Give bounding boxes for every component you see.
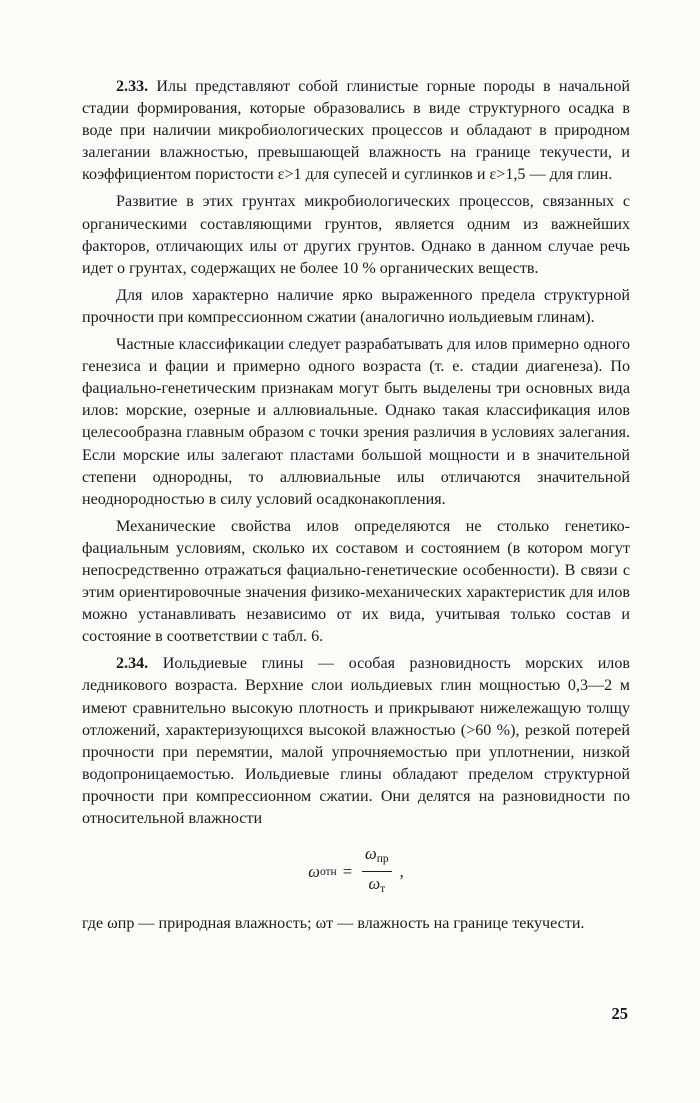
paragraph-text: Для илов характерно наличие ярко выраженного предела структурной прочности при компрессионном сжатии (аналогично иольдиевым глинам). [82, 286, 630, 326]
paragraph-text: Частные классификации следует разрабатывать для илов примерно одного генезиса и фации и примерно одного возраста (т. е. стадии диагенеза). По фациально-генетическим признакам могут быть выделены три основных вида илов: морские, озерные и аллювиальные. Однако такая классификация илов целесообразна главным образом с точки зрения различия в условиях залегания. Если морские илы залегают пластами большой мощности и в значительной степени однородны, то аллювиальные илы отличаются значительной неоднородностью в силу условий осадконакопления. [82, 336, 630, 508]
formula-lhs-sub: отн [319, 865, 337, 878]
formula-note: где ωпр — природная влажность; ωт — влажность на границе текучести. [82, 915, 585, 933]
paragraph-2-33 [82, 76, 630, 186]
paragraph [82, 285, 630, 329]
formula [82, 844, 630, 899]
denominator-sub: т [380, 883, 386, 896]
formula-comma: , [399, 861, 404, 881]
numerator-sub: пр [376, 853, 389, 866]
paragraph-text: Механические свойства илов определяются не столько генетико-фациальным условиям, сколько их составом и состоянием (в котором могут непосредственно отражаться фациально-генетические особенности). В связи с этим ориентировочные значения физико-механических характеристик для илов можно устанавливать независимо от их вида, учитывая только состав и состояние в соответствии с табл. 6. [82, 517, 630, 646]
denominator-symbol: ω [368, 874, 381, 894]
section-number: 2.33. [116, 78, 149, 95]
paragraph [82, 191, 630, 279]
paragraph [82, 516, 630, 649]
formula-denominator [368, 872, 385, 899]
paragraph-text: Илы представляют собой глинистые горные породы в начальной стадии формирования, которые образовались в виде структурного осадка в воде при наличии микробиологических процессов и обладают в природном залегании влажностью, превышающей влажность на границе текучести, и коэффициентом пористости ε>1 для супесей и суглинков и ε>1,5 — для глин. [82, 78, 630, 184]
formula-fraction [362, 844, 392, 899]
page-number: 25 [611, 1004, 628, 1023]
formula-lhs: ω [308, 861, 320, 881]
section-number: 2.34. [116, 655, 149, 673]
numerator-symbol: ω [365, 844, 377, 864]
paragraph-text: Иольдиевые глины — особая разновидность морских илов ледникового возраста. Верхние слои иольдиевых глин мощностью 0,3—2 м имеют сравнительно высокую плотность и прикрывают нижележащую толщу отложений, характеризующихся высокой влажностью (>60 %), резкой потерей прочности при перемятии, малой упрочняемостью при уплотнении, низкой водопроницаемостью. Иольдиевые глины обладают пределом структурной прочности при компрессионном сжатии. Они делятся на разновидности по относительной влажности [82, 655, 630, 827]
formula-equals: = [342, 861, 353, 881]
paragraph-2-34 [82, 653, 630, 830]
formula-numerator [362, 844, 392, 872]
paragraph [82, 334, 630, 511]
paragraph-text: Развитие в этих грунтах микробиологических процессов, связанных с органическими составляющими грунтов, является одним из важнейших факторов, отличающих илы от других грунтов. Однако в данном случае речь идет о грунтах, содержащих не более 10 % органических веществ. [82, 193, 630, 277]
